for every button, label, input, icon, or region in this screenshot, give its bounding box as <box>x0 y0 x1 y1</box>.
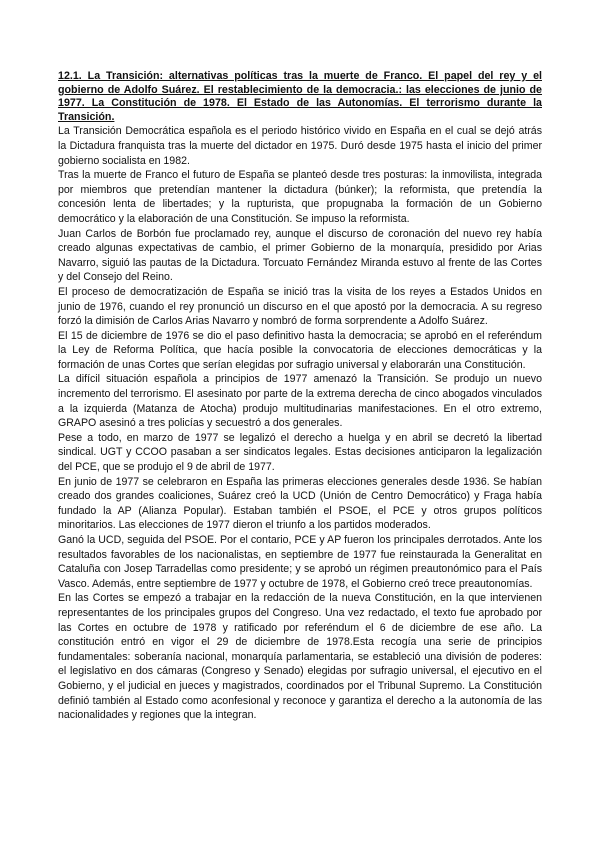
paragraph-results: Ganó la UCD, seguida del PSOE. Por el contario, PCE y AP fueron los principales derrotados. Ante los resultados favorables de los nacionalistas, en septiembre de 1977 fue reinstaurada la Generalitat en Cataluña con Josep Tarradellas como presidente; y se aprobó un régimen preautonómico para el País Vasco. Además, entre septiembre de 1977 y octubre de 1978, el Gobierno creó trece preautonomías. <box>58 534 542 590</box>
paragraph-intro: La Transición Democrática española es el periodo histórico vivido en España en el cual se dejó atrás la Dictadura franquista tras la muerte del dictador en 1975. Duró desde 1975 hasta el inicio del primer gobierno socialista en 1982. <box>58 125 542 167</box>
paragraph-referendum: El 15 de diciembre de 1976 se dio el paso definitivo hasta la democracia; se aprobó en el referéndum la Ley de Reforma Política, que hacía posible la convocatoria de elecciones democráticas y la formación de unas Cortes que serían elegidas por sufragio universal y elaborarán una Constitución. <box>58 329 542 371</box>
section-heading: 12.1. La Transición: alternativas políticas tras la muerte de Franco. El papel del rey y el gobierno de Adolfo Suárez. El restablecimiento de la democracia.: las elecciones de junio de 1977. La Constitución de 1978. El Estado de las Autonomías. El terrorismo durante la Transición. <box>58 70 542 123</box>
paragraph-elections: En junio de 1977 se celebraron en España las primeras elecciones generales desde 1936. Se habían creado dos grandes coaliciones, Suárez creó la UCD (Unión de Centro Democrático) y Fraga había fundado la AP (Alianza Popular). Estaban también el PSOE, el PCE y otros grupos políticos minoritarios. Las elecciones de 1977 dieron el triunfo a los partidos moderados. <box>58 475 542 532</box>
paragraph-democratization: El proceso de democratización de España se inició tras la visita de los reyes a Estados Unidos en junio de 1976, cuando el rey pronunció un discurso en el que apostó por la democracia. A su regreso forzó la dimisión de Carlos Arias Navarro y nombró de forma sorprendente a Adolfo Suárez. <box>58 285 542 328</box>
paragraph-constitution: En las Cortes se empezó a trabajar en la redacción de la nueva Constitución, en la que intervienen representantes de los principales grupos del Congreso. Una vez redactado, el texto fue aprobado por las Cortes en octubre de 1978 y ratificado por referéndum el 6 de diciembre de ese año. La constitución entró en vigor el 29 de diciembre de 1978.Esta recogía una serie de principios fundamentales: soberanía nacional, monarquía parlamentaria, se estableció una división de poderes: el legislativo en dos cámaras (Congreso y Senado) elegidas por sufragio universal, el ejecutivo en el Gobierno, y el judicial en jueces y magistrados, coordinados por el Tribunal Supremo. La Constitución definió también al Estado como aconfesional y reconoce y garantiza el derecho a la autonomía de las nacionalidades y regiones que la integran. <box>58 592 542 722</box>
document-page <box>58 70 542 723</box>
paragraph-juan-carlos: Juan Carlos de Borbón fue proclamado rey, aunque el discurso de coronación del nuevo rey había creado algunas expectativas de cambio, el primer Gobierno de la monarquía, presidido por Arias Navarro, siguió las pautas de la Dictadura. Torcuato Fernández Miranda estuvo al frente de las Cortes y del Consejo del Reino. <box>58 227 542 284</box>
paragraph-terrorism: La difícil situación española a principios de 1977 amenazó la Transición. Se produjo un nuevo incremento del terrorismo. El asesinato por parte de la extrema derecha de cinco abogados vinculados a la izquierda (Matanza de Atocha) produjo multitudinarias manifestaciones. En el otro extremo, GRAPO asesinó a tres policías y secuestró a dos generales. <box>58 373 542 430</box>
paragraph-legalization: Pese a todo, en marzo de 1977 se legalizó el derecho a huelga y en abril se decretó la libertad sindical. UGT y CCOO pasaban a ser sindicatos legales. Estas decisiones anticiparon la legalización del PCE, que se produjo el 9 de abril de 1977. <box>58 431 542 474</box>
paragraph-postures: Tras la muerte de Franco el futuro de España se planteó desde tres posturas: la inmovilista, integrada por miembros que pretendían mantener la dictadura (búnker); la reformista, que pretendía la concesión lenta de libertades; y la rupturista, que propugnaba la formación de un Gobierno democrático y la elaboración de una Constitución. Se impuso la reformista. <box>58 169 542 225</box>
